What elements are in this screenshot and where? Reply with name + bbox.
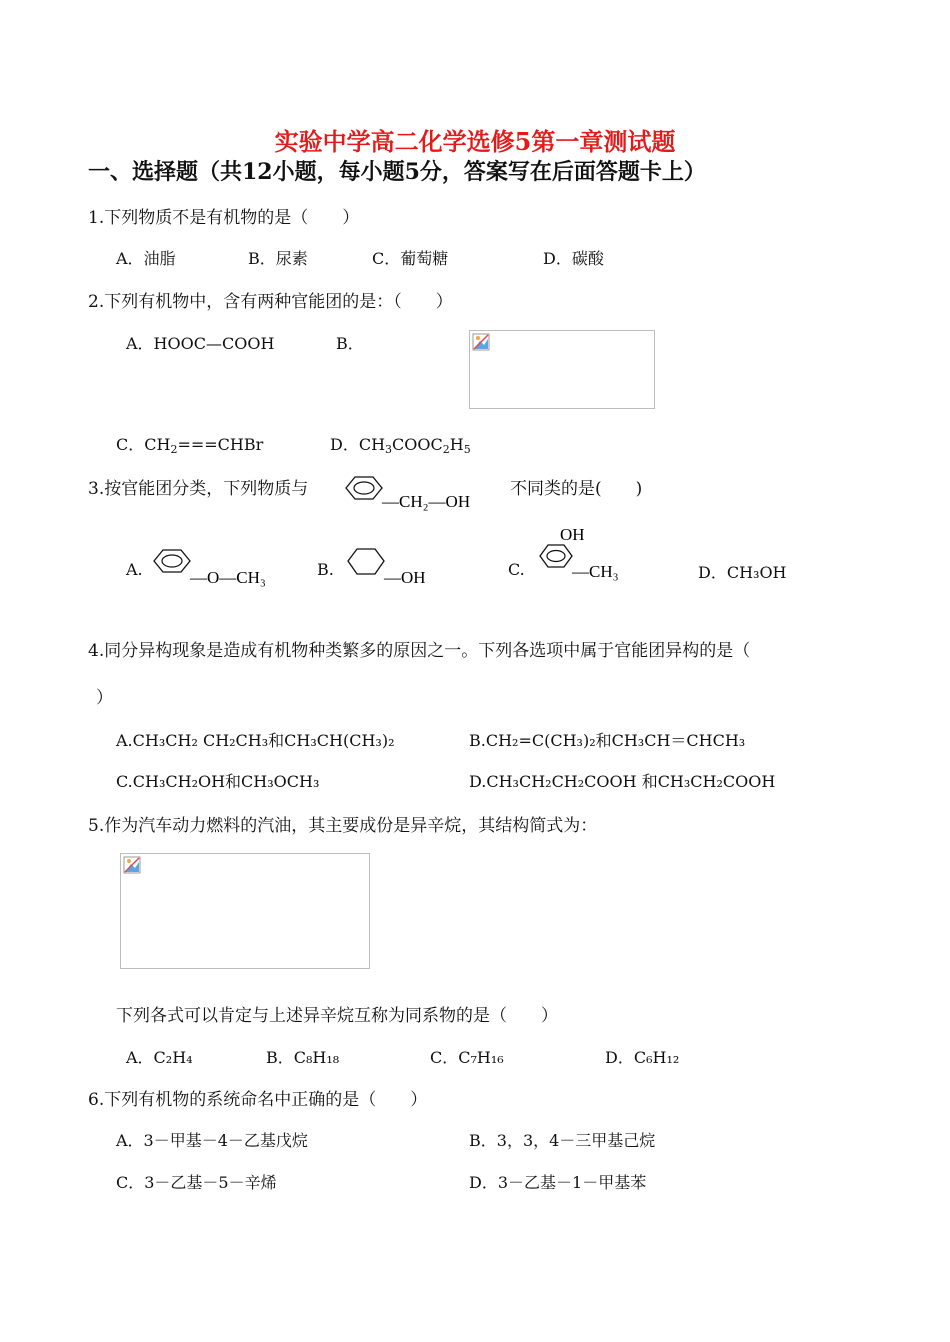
q3-option-a-structure	[150, 545, 290, 587]
q4-option-d: D.CH₃CH₂CH₂COOH 和CH₃CH₂COOH	[469, 772, 776, 791]
q4-option-c: C.CH₃CH₂OH和CH₃OCH₃	[116, 772, 320, 791]
benzene-ring-icon	[154, 550, 190, 572]
q2-stem: 2.下列有机物中，含有两种官能团的是：（ ）	[88, 292, 453, 312]
q2-image-placeholder	[469, 330, 655, 409]
q3-stem: 3.按官能团分类，下列物质与	[88, 479, 309, 499]
q6-stem: 6.下列有机物的系统命名中正确的是（ ）	[88, 1090, 428, 1110]
q3-option-c-oh: OH	[560, 525, 585, 544]
q3-option-c-label: C.	[508, 560, 525, 579]
q3-option-d: D．CH₃OH	[698, 563, 787, 582]
q2-option-a: A．HOOC—COOH	[126, 334, 275, 353]
q3-option-b-label: B.	[317, 560, 334, 579]
q4-stem-line2: ）	[96, 688, 113, 708]
q4-option-b: B.CH₂=C(CH₃)₂和CH₃CH＝CHCH₃	[469, 731, 746, 750]
q3-option-c-structure	[536, 522, 646, 584]
broken-image-icon	[472, 333, 490, 351]
q4-stem-line1: 4.同分异构现象是造成有机物种类繁多的原因之一。下列各选项中属于官能团异构的是（	[88, 641, 751, 661]
page-title: 实验中学高二化学选修5第一章测试题	[274, 127, 676, 156]
q1-option-a: A．油脂	[116, 249, 176, 268]
q3-stem-tail: 不同类的是( )	[510, 479, 643, 499]
q5-option-b: B．C₈H₁₈	[266, 1048, 340, 1067]
q3-reference-group: —CH₂—OH	[382, 492, 471, 511]
q3-option-c-group: —CH₃	[572, 562, 619, 581]
q6-option-a: A．3－甲基－4－乙基戊烷	[116, 1131, 308, 1150]
q3-option-a-group: —O—CH₃	[190, 568, 266, 587]
q1-option-b: B．尿素	[248, 249, 308, 268]
q5-option-d: D．C₆H₁₂	[605, 1048, 680, 1067]
benzene-ring-icon	[346, 477, 382, 499]
broken-image-icon	[123, 856, 141, 874]
q5-sub-stem: 下列各式可以肯定与上述异辛烷互称为同系物的是（ ）	[116, 1006, 558, 1026]
section-heading: 一、选择题（共12小题，每小题5分，答案写在后面答题卡上）	[88, 159, 706, 185]
q6-option-b: B．3，3，4－三甲基己烷	[469, 1131, 656, 1150]
q1-option-c: C．葡萄糖	[372, 249, 449, 268]
q3-option-b-group: —OH	[384, 568, 426, 587]
q6-option-d: D．3－乙基－1－甲基苯	[469, 1173, 647, 1192]
q2-option-d: D．$CH_3COOC_2H_5$	[330, 435, 471, 456]
q5-option-c: C．C₇H₁₆	[430, 1048, 504, 1067]
q2-option-c: C．$CH_2===CHBr$	[116, 435, 264, 456]
q5-option-a: A．C₂H₄	[126, 1048, 193, 1067]
q3-option-a-label: A.	[126, 560, 143, 579]
q1-option-d: D．碳酸	[543, 249, 604, 268]
cyclohexane-ring-icon	[348, 549, 384, 574]
q3-reference-structure	[342, 472, 482, 512]
q5-stem: 5.作为汽车动力燃料的汽油，其主要成份是异辛烷，其结构简式为：	[88, 816, 598, 836]
q4-option-a: A.CH₃CH₂ CH₂CH₃和CH₃CH(CH₃)₂	[116, 731, 395, 750]
benzene-ring-icon	[540, 545, 572, 567]
q5-image-placeholder	[120, 853, 370, 969]
q3-option-b-structure	[344, 545, 444, 587]
q1-stem: 1.下列物质不是有机物的是（ ）	[88, 208, 360, 228]
q2-option-b: B．	[336, 334, 364, 353]
q6-option-c: C．3－乙基－5－辛烯	[116, 1173, 277, 1192]
